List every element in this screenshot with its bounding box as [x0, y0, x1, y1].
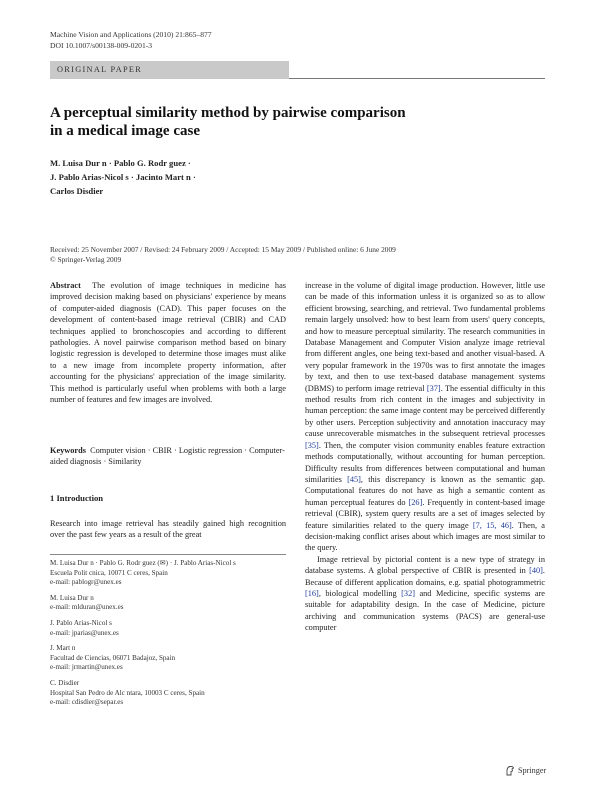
paragraph [305, 280, 545, 554]
affiliation-block [50, 559, 286, 588]
text-run: increase in the volume of digital image production. However, little use can be made of this information unless it is organized so as to allow efficient browsing, searching, and retrieval. Two fundamental problems remain largely unsolved: how to best learn from users' query concepts, and how to measure perceptual similarity. The research communities in Database Management and Computer Vision analyze image retrieval from different angles, one being text-based and another visual-based. A very popular framework in the 1970s was to first annotate the images by text, and then to use text-based database management systems (DBMS) to perform image retrieval [305, 281, 545, 393]
paragraph [305, 554, 545, 634]
history-line: Received: 25 November 2007 / Revised: 24 February 2009 / Accepted: 15 May 2009 / Published online: 6 June 2009 [50, 245, 396, 254]
text-run: . The essential difficulty in this method results from rich content in the images and subjectivity in human perception: the same image content may be perceived differently by other users. Perception subjectivity and annotation inaccuracy may cause unrecoverable mismatches in the subsequent retrieval processes [305, 383, 545, 439]
paper-title [50, 104, 490, 140]
email: e-mail: cdisdier@separ.es [50, 698, 124, 707]
affiliation-block [50, 594, 286, 613]
author-list [50, 156, 350, 198]
text-run: , biological modelling [318, 588, 402, 598]
footnote-rule [50, 554, 286, 555]
affiliations [50, 559, 286, 714]
citation-link[interactable]: [45] [347, 474, 361, 484]
text-run: . Then, the computer vision community enables feature extraction methods computationally, without accounting for human perception. Difficulty results from differences between computational and human similarities [305, 440, 545, 484]
citation-link[interactable]: [26] [408, 497, 423, 507]
publisher-name: Springer [518, 766, 547, 775]
affiliation-line: Escuela Polit cnica, 10071 C ceres, Spain [50, 568, 168, 577]
affiliation-block [50, 644, 286, 673]
abstract [50, 280, 286, 405]
email: e-mail: mlduran@unex.es [50, 603, 124, 612]
journal-header [50, 30, 212, 51]
text-run: . Because of different application domains, e.g. spatial photogrammetric [305, 566, 545, 587]
citation-link[interactable]: [35] [305, 440, 319, 450]
email: e-mail: jparias@unex.es [50, 628, 119, 637]
affiliation-line: J. Pablo Arias-Nicol s [50, 618, 112, 627]
doi: DOI 10.1007/s00138-009-0201-3 [50, 40, 153, 50]
affiliation-line: Hospital San Pedro de Alc ntara, 10003 C ceres, Spain [50, 688, 205, 697]
intro-text: Research into image retrieval has steadily gained high recognition over the past few years as a result of the great [50, 519, 286, 540]
affiliation-line: Facultad de Ciencias, 06071 Badajoz, Spain [50, 653, 176, 662]
text-run: . Then, a decision-making conflict arises about which images are most similar to the query. [305, 520, 545, 553]
citation-link[interactable]: [7, 15, 46] [472, 520, 512, 530]
author-line: M. Luisa Dur n · Pablo G. Rodr guez · [50, 158, 191, 168]
section-heading: 1 Introduction [50, 493, 104, 503]
citation-link[interactable]: [16] [305, 588, 319, 598]
title-line-1: A perceptual similarity method by pairwise comparison [50, 105, 406, 121]
author-line: Carlos Disdier [50, 186, 104, 196]
abstract-label: Abstract [50, 281, 81, 290]
citation-link[interactable]: [40] [529, 566, 543, 576]
affiliation-line: M. Luisa Dur n · Pablo G. Rodr guez (✉) · J. Pablo Arias-Nicol s [50, 559, 236, 567]
copyright-line: © Springer-Verlag 2009 [50, 255, 122, 264]
text-run: Image retrieval by pictorial content is a new type of strategy in database systems. A global perspective of CBIR is presented in [305, 554, 545, 576]
publication-dates [50, 245, 550, 265]
abstract-text: The evolution of image techniques in medicine has improved decision making based on physicians' experience by means of computer-aided diagnosis (CAD). This paper focuses on the development of content-based image retrieval (CBIR) and CAD techniques applied to bronchoscopies and according to different pathologies. A novel pairwise comparison method based on binary logistic regression is developed to determine those images must alike to a new image from incomplete property information, after accounting for the physicians' appreciation of the image similarity. This method is particularly useful when problems with both a large number of features and few images are involved. [50, 281, 286, 405]
abstract-paragraph [50, 280, 286, 405]
author-line: J. Pablo Arias-Nicol s · Jacinto Mart n · [50, 172, 196, 182]
publisher-logo [505, 765, 546, 776]
keywords-label: Keywords [50, 446, 86, 455]
banner-label: ORIGINAL PAPER [57, 65, 143, 74]
text-run: and Medicine, specific systems are suitable for adaptability design. In the case of Medicine, picture archiving and communication systems (PACS) are general-use computer [305, 588, 545, 633]
text-run: . Frequently in content-based image retrieval (CBIR), system query results are a set of images selected by feature similarities related to the query image [305, 497, 545, 530]
email: e-mail: pablogr@unex.es [50, 578, 122, 587]
springer-horse-icon [505, 765, 515, 776]
keywords-paragraph [50, 445, 286, 468]
text-run: , this discrepancy is known as the semantic gap. Computational features do not have as high a semantic content as human perceptual features do [305, 474, 545, 507]
journal-citation: Machine Vision and Applications (2010) 21:865–877 [50, 30, 212, 39]
affiliation-block [50, 679, 286, 708]
email: e-mail: jrmartin@unex.es [50, 663, 123, 672]
body-text-right [305, 280, 545, 634]
header-rule [289, 78, 545, 79]
keywords [50, 445, 286, 468]
affiliation-line: J. Mart n [50, 644, 76, 653]
keywords-text: Computer vision · CBIR · Logistic regression · Computer-aided diagnosis · Similarity [50, 446, 285, 467]
title-line-2: in a medical image case [50, 123, 200, 139]
citation-link[interactable]: [32] [401, 588, 415, 598]
affiliation-line: C. Disdier [50, 678, 80, 687]
affiliation-block [50, 619, 286, 638]
citation-link[interactable]: [37] [426, 383, 441, 393]
affiliation-line: M. Luisa Dur n [50, 593, 94, 602]
